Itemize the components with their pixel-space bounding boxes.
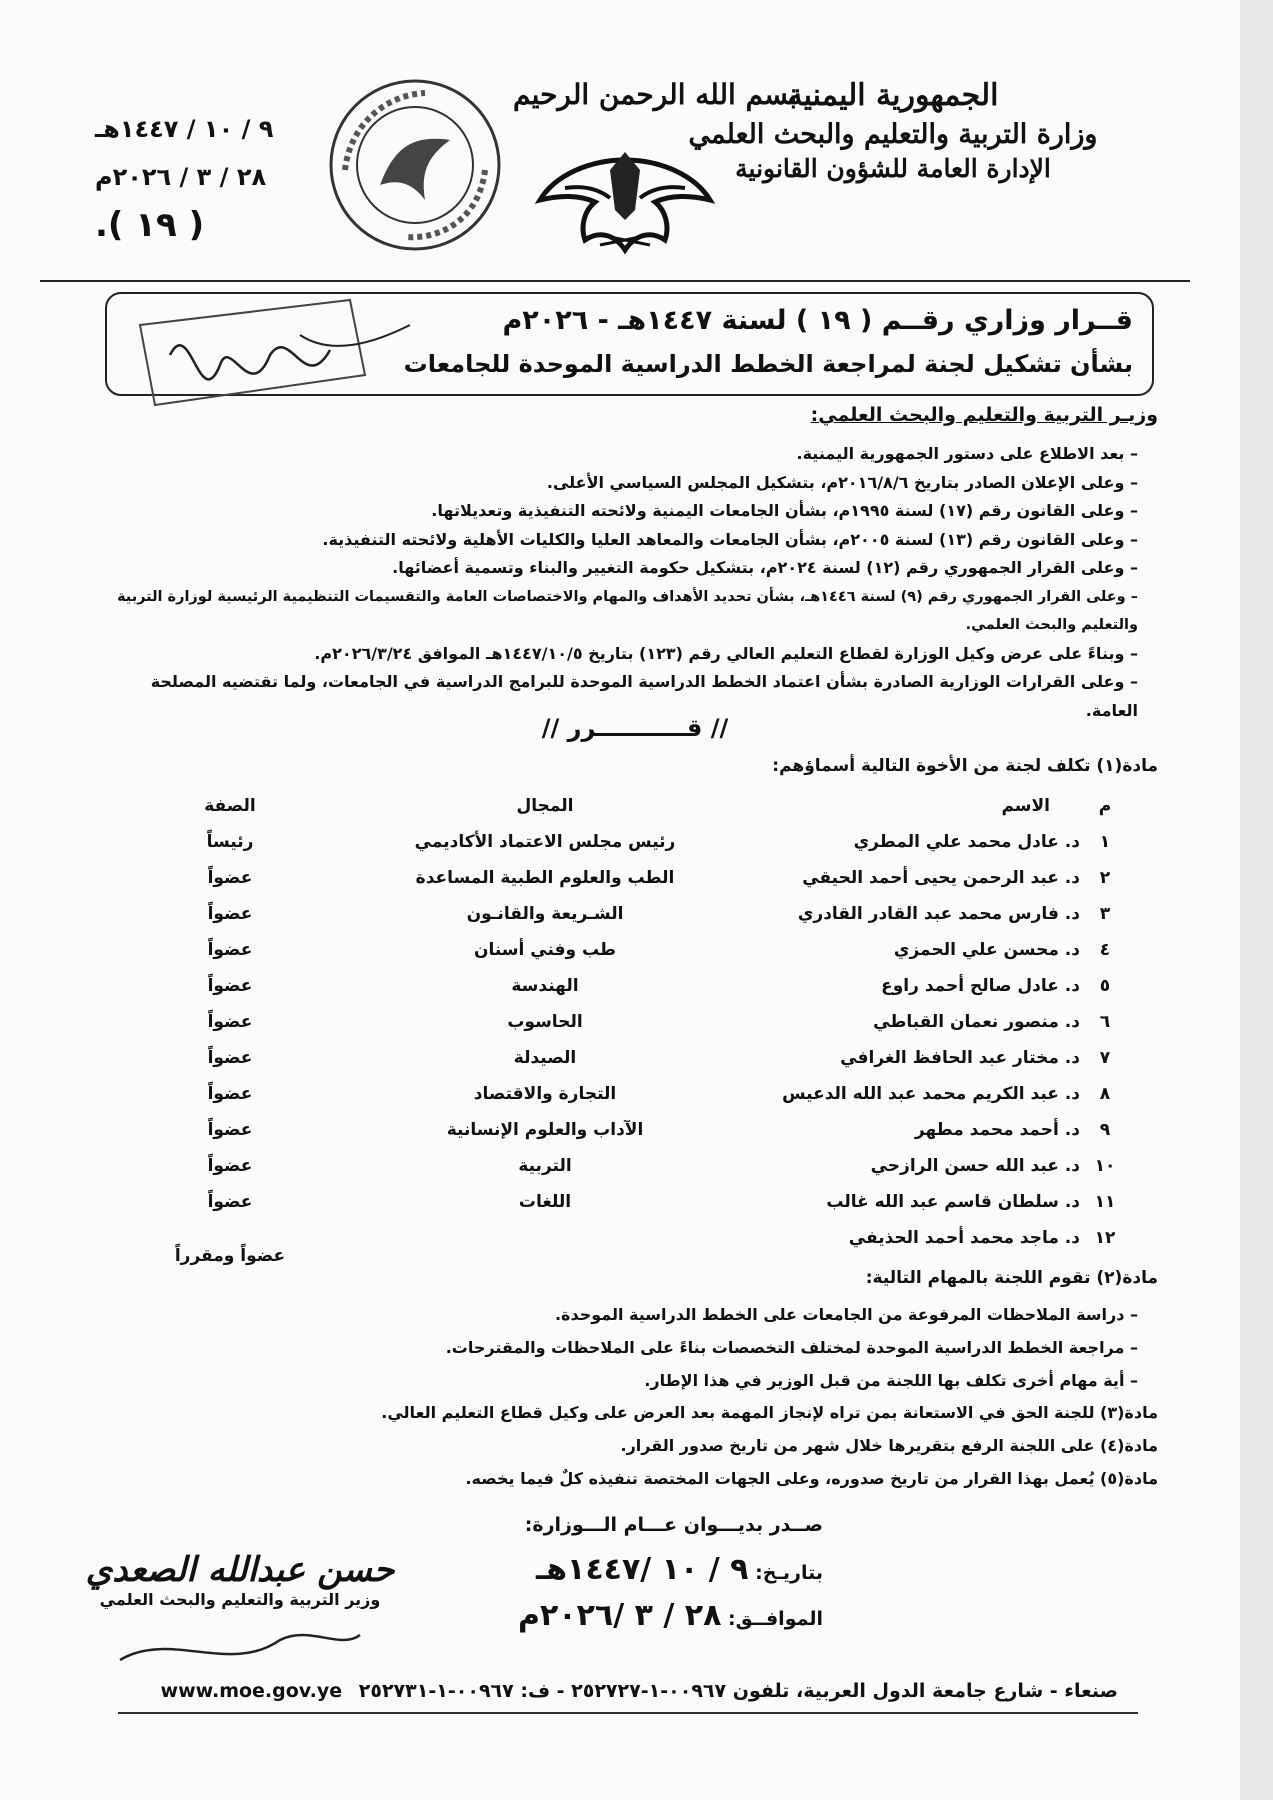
article-4: مادة(٤) على اللجنة الرفع بتقريرها خلال شهر من تاريخ صدور القرار.: [620, 1436, 1158, 1455]
basmala: بسم الله الرحمن الرحيم: [513, 78, 797, 111]
member-role: عضواً: [207, 868, 253, 888]
preamble-item: – وعلى القرار الجمهوري رقم (١٢) لسنة ٢٠٢٤م، بتشكيل حكومة التغيير والبناء وتسمية أعضائها.: [98, 554, 1138, 583]
table-row: [0, 904, 1240, 940]
member-number: ٦: [1099, 1012, 1111, 1032]
member-number: ٨: [1099, 1084, 1111, 1104]
member-field: الطب والعلوم الطبية المساعدة: [415, 868, 675, 888]
member-name: د. أحمد محمد مطهر: [914, 1120, 1080, 1140]
ministry-seal-stamp-icon: [325, 75, 505, 255]
table-row: [0, 832, 1240, 868]
member-number: ٢: [1099, 868, 1111, 888]
task-item: – مراجعة الخطط الدراسية الموحدة لمختلف التخصصات بناءً على الملاحظات والمقترحات.: [238, 1331, 1138, 1364]
member-role: عضواً: [207, 1048, 253, 1068]
member-name: د. عادل صالح أحمد راوع: [881, 976, 1080, 996]
minister-heading: وزيـر التربية والتعليم والبحث العلمي:: [810, 404, 1158, 426]
member-field: التربية: [518, 1156, 572, 1176]
signature-stroke-icon: [110, 1620, 370, 1680]
member-name: د. مختار عبد الحافظ الغرافي: [840, 1048, 1080, 1068]
member-name: د. سلطان قاسم عبد الله غالب: [826, 1192, 1080, 1212]
tasks-list: [238, 1298, 1138, 1397]
member-number: ١: [1099, 832, 1111, 852]
preamble-item: – وعلى القانون رقم (١٣) لسنة ٢٠٠٥م، بشأن الجامعات والمعاهد العليا والكليات الأهلية ولائحته التنفيذية.: [98, 526, 1138, 555]
member-name: د. عادل محمد علي المطري: [853, 832, 1080, 852]
agree-value: ٢٨ / ٣ /٢٠٢٦م: [517, 1598, 722, 1633]
preamble-item: – وبناءً على عرض وكيل الوزارة لقطاع التعليم العالي رقم (١٢٣) بتاريخ ١٤٤٧/١٠/٥هـ الموافق ٢٠٢٦/٣/٢٤م.: [98, 640, 1138, 669]
table-row: [0, 940, 1240, 976]
signatory-name: حسن عبدالله الصعدي: [85, 1550, 395, 1590]
member-field: رئيس مجلس الاعتماد الأكاديمي: [414, 832, 676, 852]
preamble-item: – وعلى الإعلان الصادر بتاريخ ٢٠١٦/٨/٦م، بتشكيل المجلس السياسي الأعلى.: [98, 469, 1138, 498]
col-name-header: الاسم: [1001, 796, 1050, 816]
footer-divider: [118, 1712, 1138, 1714]
article-1: مادة(١) تكلف لجنة من الأخوة التالية أسماؤهم:: [772, 756, 1158, 776]
member-number: ١٠: [1094, 1156, 1116, 1176]
member-number: ١١: [1094, 1192, 1116, 1212]
articles-list: [158, 1396, 1158, 1495]
member-role: عضواً: [207, 1156, 253, 1176]
member-name: د. منصور نعمان القباطي: [873, 1012, 1080, 1032]
department-name: الإدارة العامة للشؤون القانونية: [735, 154, 1051, 183]
scan-edge: [1240, 0, 1273, 1800]
table-header: [0, 796, 1240, 832]
table-row: [0, 1084, 1240, 1120]
member-name: د. ماجد محمد أحمد الحذيفي: [848, 1228, 1080, 1248]
member-role: عضواً: [207, 1012, 253, 1032]
col-field-header: المجال: [516, 796, 574, 816]
member-role: عضواً ومقرراً: [174, 1246, 286, 1266]
header-divider: [40, 280, 1190, 282]
member-field: اللغات: [518, 1192, 572, 1212]
preamble-item: – بعد الاطلاع على دستور الجمهورية اليمنية.: [98, 440, 1138, 469]
member-number: ٥: [1099, 976, 1111, 996]
member-number: ١٢: [1094, 1228, 1116, 1248]
member-name: د. محسن علي الحمزي: [893, 940, 1080, 960]
table-row: [0, 1192, 1240, 1228]
member-name: د. فارس محمد عبد القادر القادري: [797, 904, 1080, 924]
article-3: مادة(٣) للجنة الحق في الاستعانة بمن تراه لإنجاز المهمة بعد العرض على وكيل قطاع التعليم العالي.: [381, 1403, 1158, 1422]
member-role: عضواً: [207, 940, 253, 960]
table-row: [0, 1012, 1240, 1048]
table-row: [0, 868, 1240, 904]
gregorian-date: ٢٨ / ٣ / ٢٠٢٦م: [95, 163, 267, 191]
article-2: مادة(٢) تقوم اللجنة بالمهام التالية:: [865, 1268, 1158, 1288]
signature-block: [75, 1550, 405, 1609]
task-item: – دراسة الملاحظات المرفوعة من الجامعات على الخطط الدراسية الموحدة.: [238, 1298, 1138, 1331]
reference-block: [95, 105, 335, 249]
article-5: مادة(٥) يُعمل بهذا القرار من تاريخ صدوره، وعلى الجهات المختصة تنفيذه كلٌ فيما يخصه.: [465, 1469, 1158, 1488]
reference-number: ( ١٩ ).: [95, 205, 205, 245]
footer-contact: [118, 1680, 1118, 1702]
member-role: عضواً: [207, 904, 253, 924]
task-item: – أية مهام أخرى تكلف بها اللجنة من قبل الوزير في هذا الإطار.: [238, 1364, 1138, 1397]
agree-label: الموافــق:: [728, 1608, 823, 1630]
issued-at: صــدر بديـــوان عـــام الـــوزارة:: [524, 1514, 823, 1536]
member-name: د. عبد الكريم محمد عبد الله الدعيس: [782, 1084, 1080, 1104]
member-field: الهندسة: [511, 976, 579, 996]
table-row: [0, 976, 1240, 1012]
col-role-header: الصفة: [204, 796, 256, 816]
member-field: الحاسوب: [507, 1012, 583, 1032]
registry-stamp-icon: [130, 295, 430, 435]
country-name: الجمهورية اليمنية: [787, 78, 999, 113]
member-field: الشـريعة والقانـون: [466, 904, 624, 924]
table-row: [0, 1156, 1240, 1192]
decision-heading: // قـــــــــــرر //: [541, 714, 729, 742]
member-field: طب وفني أسنان: [473, 940, 617, 960]
decree-title: قــرار وزاري رقــم ( ١٩ ) لسنة ١٤٤٧هـ - ٢٠٢٦م: [502, 305, 1133, 336]
table-row: [0, 1048, 1240, 1084]
issue-date-line: [536, 1552, 823, 1587]
member-number: ٣: [1099, 904, 1111, 924]
agree-date-line: [518, 1598, 823, 1633]
date-value: ٩ / ١٠ /١٤٤٧هـ: [535, 1552, 749, 1587]
col-number-header: م: [1098, 796, 1112, 816]
hijri-date: ٩ / ١٠ / ١٤٤٧هـ: [95, 115, 274, 143]
member-role: رئيساً: [206, 832, 254, 852]
member-name: د. عبد الرحمن يحيى أحمد الحيقي: [802, 868, 1080, 888]
member-number: ٧: [1099, 1048, 1111, 1068]
member-number: ٤: [1099, 940, 1111, 960]
member-field: التجارة والاقتصاد: [473, 1084, 617, 1104]
decree-subject: بشأن تشكيل لجنة لمراجعة الخطط الدراسية الموحدة للجامعات: [403, 350, 1133, 378]
member-field: الصيدلة: [513, 1048, 577, 1068]
member-field: الآداب والعلوم الإنسانية: [446, 1120, 644, 1140]
preamble-item: – وعلى القرارات الوزارية الصادرة بشأن اعتماد الخطط الدراسية الموحدة للبرامج الدراسية في الجامعات، ولما تقتضيه المصلحة العامة.: [98, 668, 1138, 725]
table-row: [0, 1120, 1240, 1156]
footer-url: www.moe.gov.ye: [160, 1680, 343, 1702]
member-number: ٩: [1099, 1120, 1111, 1140]
eagle-emblem-icon: [530, 140, 720, 255]
member-role: عضواً: [207, 976, 253, 996]
date-label: بتاريـخ:: [755, 1562, 823, 1584]
footer-address: صنعاء - شارع جامعة الدول العربية، تلفون ٠٠٩٦٧-١-٢٥٢٧٢٧ - ف: ٠٠٩٦٧-١-٢٥٢٧٣١: [358, 1680, 1118, 1702]
preamble-list: [98, 440, 1138, 725]
member-role: عضواً: [207, 1084, 253, 1104]
preamble-item: – وعلى القانون رقم (١٧) لسنة ١٩٩٥م، بشأن الجامعات اليمنية ولائحته التنفيذية وتعديلاتها.: [98, 497, 1138, 526]
member-role: عضواً: [207, 1192, 253, 1212]
member-name: د. عبد الله حسن الرازحي: [870, 1156, 1080, 1176]
member-role: عضواً: [207, 1120, 253, 1140]
preamble-item: – وعلى القرار الجمهوري رقم (٩) لسنة ١٤٤٦هـ، بشأن تحديد الأهداف والمهام والاختصاصات العامة والتقسيمات التنظيمية الرئيسية لوزارة التربية والتعليم والبحث العلمي.: [98, 583, 1138, 640]
ministry-name: وزارة التربية والتعليم والبحث العلمي: [688, 119, 1098, 150]
signatory-title: وزير التربية والتعليم والبحث العلمي: [99, 1590, 381, 1609]
table-row: [0, 1228, 1240, 1264]
